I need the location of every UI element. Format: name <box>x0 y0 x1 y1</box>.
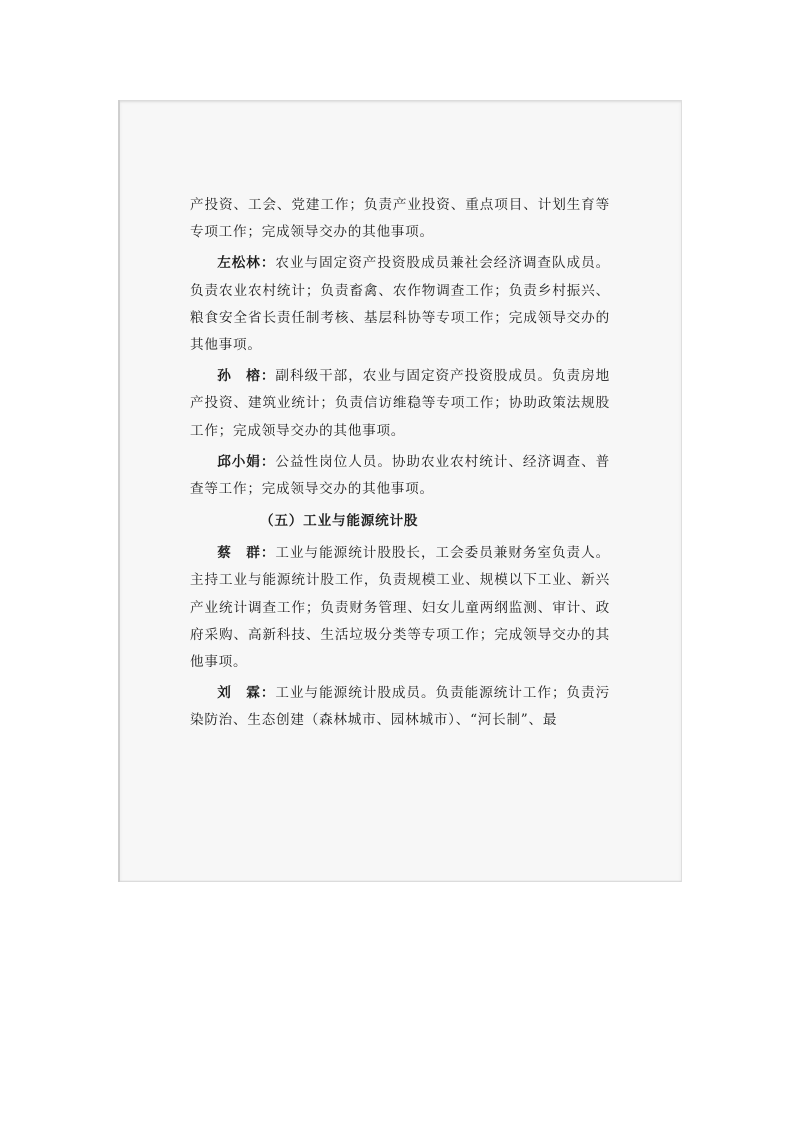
person-name: 邱小娟： <box>217 453 276 470</box>
paragraph-text: 农业与固定资产投资股成员兼社会经济调查队成员。负责农业农村统计；负责畜禽、农作物调查工作；负责乡村振兴、粮食安全省长责任制考核、基层科协等专项工作；完成领导交办的其他事项。 <box>190 255 611 354</box>
paragraph-cai-qun <box>190 540 610 676</box>
person-name: 左松林： <box>217 255 276 272</box>
paragraph-text: 工业与能源统计股成员。负责能源统计工作；负责污染防治、生态创建（森林城市、园林城市）、“河长制”、最 <box>190 685 611 729</box>
section-heading: （五）工业与能源统计股 <box>260 513 419 530</box>
paragraph-sun-rong <box>190 363 610 445</box>
paragraph-liu-lin <box>190 680 610 734</box>
paragraph-text: 公益性岗位人员。协助农业农村统计、经济调查、普查等工作；完成领导交办的其他事项。 <box>190 453 611 498</box>
paragraph-text: 工业与能源统计股股长，工会委员兼财务室负责人。主持工业与能源统计股工作，负责规模工业、规模以下工业、新兴产业统计调查工作；负责财务管理、妇女儿童两纲监测、审计、政府采购、高新科技、生活垃圾分类等专项工作；完成领导交办的其他事项。 <box>190 545 611 671</box>
paragraph-qiu-xiaojuan <box>190 449 610 503</box>
paragraph-text: 副科级干部，农业与固定资产投资股成员。负责房地产投资、建筑业统计；负责信访维稳等专项工作；协助政策法规股工作；完成领导交办的其他事项。 <box>190 368 611 439</box>
document-body <box>190 192 610 735</box>
paragraph-zuo-songlin <box>190 250 610 359</box>
paragraph-text: 产投资、工会、党建工作；负责产业投资、重点项目、计划生育等专项工作；完成领导交办的其他事项。 <box>190 197 610 241</box>
person-name: 刘 霖： <box>217 685 276 702</box>
paragraph-continuation <box>190 192 610 246</box>
person-name: 蔡 群： <box>217 545 276 562</box>
person-name: 孙 榕： <box>217 368 276 385</box>
